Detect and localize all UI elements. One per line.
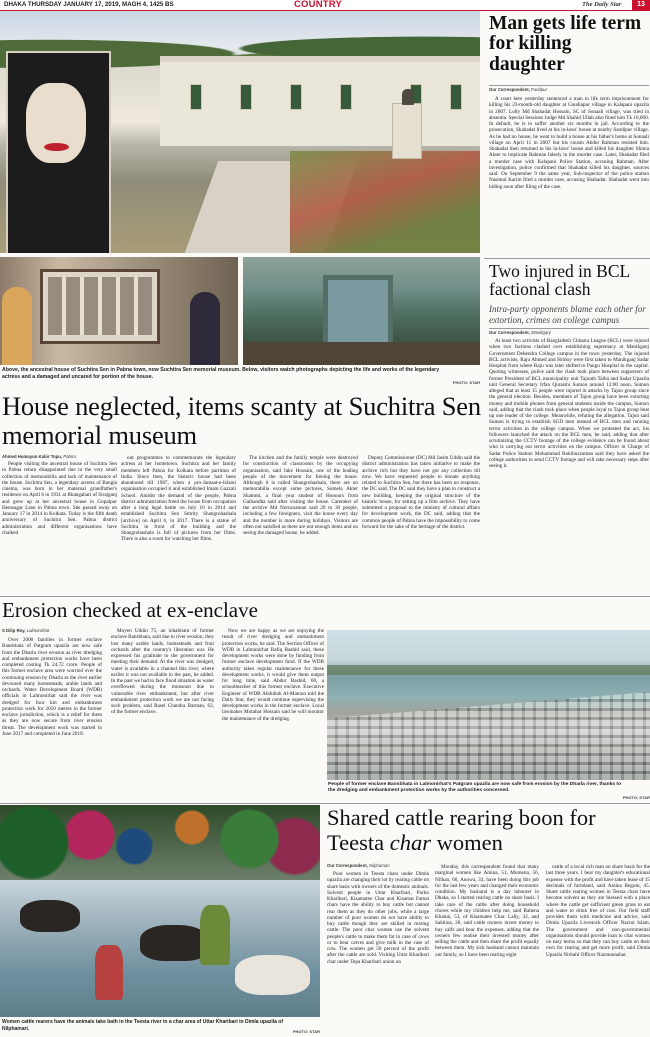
- damaged-room-photo: [243, 257, 480, 365]
- section-title: COUNTRY: [294, 0, 343, 10]
- headline-italic-word: char: [389, 829, 432, 855]
- byline: Ahmed Humayun Kabir Topu, Pabna: [2, 454, 76, 459]
- floor: [243, 342, 480, 365]
- window: [290, 84, 302, 110]
- byline-location: Lalmonirhat: [26, 628, 50, 633]
- article-column-3: [243, 455, 358, 591]
- window: [190, 84, 202, 110]
- article-column-1: [2, 461, 117, 591]
- woman-figure: [95, 945, 123, 1000]
- article-text: Poor women in Teesta chars under Dimla upazila are changing their lot by rearing cattle on share basis with owners of the domestic animals. Solvent people in Uttar Kharibari, Purbo Kharibari, Kisamatee Char and Kisamat Fatnai chars have the ability to buy cattle but cannot rear them as they do other jobs, while a large number of poor women do not have ability to buy cattle though they are skilled in rearing cattle. The poor char women use the solvent people's cattle to make them fat in case of cows or to bear calves and give milk in the case of cow. The women get 50 percent of the profit after the cattle are sold. Visiting Uttar Kharibari char under Tepa Kharibari union on: [327, 871, 429, 965]
- statue-bust: [402, 89, 414, 105]
- article-column-1: [327, 871, 429, 1034]
- byline-location: Pabna: [63, 454, 76, 459]
- byline-author: Ahmed Humayun Kabir Topu: [2, 454, 61, 459]
- photo-caption: Above, the ancestral house of Suchitra Sen in Pabna town, now Suchitra Sen memorial museum. Below, visitors watch photographs depicting the life and works of the legendary actress and a damaged and uncared for portion of the house.: [2, 367, 440, 380]
- doorway: [323, 275, 393, 347]
- headline-part: Shared cattle rearing boon for Teesta: [327, 805, 596, 855]
- dateline: DHAKA THURSDAY JANUARY 17, 2019, MAGH 4, 1425 BS: [4, 1, 174, 8]
- window: [240, 84, 252, 110]
- byline-location: Faridpur: [531, 87, 548, 92]
- article-body: [489, 96, 649, 256]
- concrete-blocks: [327, 692, 650, 780]
- article-text: Over 2000 families in former enclave Bansbhata of Patgram upazila are now safe from the Dharla river erosion as river dredging and embankment protection works have been completed costing Tk 24.72 crore. People of this former enclave area were worried over the continuing erosion by Dharla as the river earlier devoured many homesteads, arable lands and orchards. Water Development Board (WDB) officials in Lalmonirhat said the river was dredged for four km and embankment protection work for 2050 metres in the former enclave jurisdiction, which is a relief for them as they are now secure from river erosion threat. The development work was started in June 2017 and completed in June 2018.: [2, 637, 102, 737]
- statue-pedestal: [392, 103, 422, 159]
- flower-beds: [290, 151, 480, 253]
- article-column-3: [222, 628, 324, 797]
- headline-life-term: Man gets life term for killing daughter: [489, 13, 642, 75]
- museum-house-photo: [0, 11, 480, 253]
- visitors-gallery-photo: [0, 257, 238, 365]
- byline-author: S Dilip Roy: [2, 628, 25, 633]
- byline: Our Correspondent, Nilphamari: [327, 863, 390, 868]
- byline: S Dilip Roy, Lalmonirhat: [2, 628, 50, 633]
- article-text: Now we are happy as we are enjoying the result of river dredging and embankment protection works, he said. The Section Officer of WDB in Lalmonirhat Rafiq Rashid said, these development works were done by funding from former enclave development fund. If the WDB authority takes regular maintenance for these development works, it would give them output for long time, said Abdur Rashid, 60, a schoolteacher of this former enclave. Executive Engineer of WDB Abdullah Al-Mamun told the Daily Star, they would continue supervising the development works in the former enclave. Local lawmaker Motahar Hossain said he will monitor the maintenance of the dredging.: [222, 628, 324, 722]
- article-column-3: [546, 864, 650, 1034]
- article-text: Deputy Commissioner (DC) Md Jasim Uddin said the district administration has taken initiative to make the archive rich but they have not got any collection till now. We have requested people to donate anything related to Suchitra Sen, but there has been no response, the DC said. The DC said they have a plan to construct a new building, keeping the original structure of the historic house, for setting up a film archive. They have submitted a proposal to the ministry of cultural affairs for development work, the DC said, adding that the common people of Pabna have the impossibility to come forward for the sake of the heritage of the district.: [362, 455, 480, 530]
- displayed-pictures: [48, 277, 152, 335]
- visitor-figure: [2, 287, 32, 365]
- page-number: 13: [632, 0, 650, 10]
- photo-caption: People of former enclave Bansbhata in Lalmonirhat's Patgram upazila are now safe from erosion by the Dharla river, thanks to the dredging and embankment protection works by the authorities concerned.: [328, 782, 622, 794]
- article-column-1: [2, 637, 102, 797]
- divider: [0, 596, 650, 597]
- erosion-embankment-photo: [327, 630, 650, 780]
- headline-cattle-rearing: [327, 806, 650, 856]
- article-text: Monday, this correspondent found that many marginal women like Amina, 51, Momena, 56, Nilhan, 60, Anowa, 33, have been doing this job for the last few years and changed their economic condition. My husband is a day labourer in Dhaka, so I started rearing cattle on share basis. I take care of the cattle after doing household chores while my children help me, said Rahena Khatun, 53, of Kisamatee Char. Lally, 32, and Sakhina, 28, said cattle owners invest money to buy calfs and bear the expenses, adding that the owners few realise their invested money after selling the cattle and then share the profit equally between them. My sick husband cannot maintain our family, so I have been rearing eight: [435, 864, 539, 958]
- photo-credit: PHOTO: STAR: [292, 1029, 320, 1034]
- byline: Our Correspondent, Faridpur: [489, 87, 548, 92]
- headline-part: women: [431, 829, 503, 855]
- article-column-2: [121, 455, 236, 591]
- headline-suchitra-museum: House neglected, items scanty at Suchitra Sen memorial museum: [2, 391, 481, 450]
- byline-author: Our Correspondent: [489, 87, 529, 92]
- headline-erosion: Erosion checked at ex-enclave: [2, 598, 258, 622]
- divider: [489, 85, 649, 86]
- article-body: [489, 338, 649, 613]
- newspaper-logo: The Daily Star: [582, 1, 622, 8]
- byline-location: Manikganj: [531, 330, 551, 335]
- riverbank-trees: [327, 665, 650, 675]
- crowd-on-bank: [0, 805, 320, 880]
- article-text: Moyen Uddin 75, an inhabitant of former enclave Bansbhata, said due to river erosion, they lost many arable lands, homesteads and fruit orchards after the country's liberation war. He expressed his gratitude to the government for meeting their demand. At the river was dredged, water is available in a channel this river, where earlier it was not available in the past, he added. In the past we had to face flood situation as water overflowed during the monsoon due to vulnerable river embankment, but after river embankment protection work we are not facing such problem, said Rasel Chandra Barman, 62, of the former enclave.: [111, 628, 214, 716]
- subheadline: Intra-party opponents blame each other for extortion, crimes on college campus: [489, 304, 646, 325]
- portrait-face: [26, 83, 86, 163]
- cow: [20, 900, 80, 932]
- portrait-mural: [6, 51, 111, 253]
- article-text: A court here yesterday sentenced a man to life term imprisonment for killing his 23-month-old daughter at Gaudiapur village in Kalapani upazila in 2007. Lolly Md Shahadat Hossain, SC of Sonaali village, was tried in absentia. Special Sessions Judge Md Shahid Ullah also fined him Tk 10,000. In default, he is to suffer another six months in jail. According to the prosecution, Shahadat lived at his in-laws' house at nearby Sandipur village. As he had no house, he went to build a house at his father's home at Sonaali village on April 11 in 2007 but his cousin Abdur Rahman resisted him. Shahadat then returned to his in-laws' house and killed his daughter Shima Akter to implicate Rahman falsely in the murder case. Later, Shahadat filed a murder case with Kalapani Police Station, accusing Rahman. After investigation, police confirmed that Shahadat killed his daughter, sources said. On September 9 the same year, Sub-inspector of the police station Nasimul Karim filed a murder case, accusing Shahadat. Shahadat went into hiding soon after filing of the case.: [489, 96, 649, 190]
- article-text: At least two activists of Bangladesh Chhatra League (BCL) were injured when two factions clashed over establishing supremacy at Manikganj Government Debendra College campus in the town yesterday. The injured BCL activists, Raju Ahmed and Hridoy were first taken to Manikganj Sadar Hospital from where Raju was later shifted to Pangu Hospital in the capital. Quoting witnesses, police said the clash took place between supporters of former President of BCL municipality unit Tajonth Talha and Sadar Upazila unit General Secretary Irfan Quraishi Sumon around 12:00 noon. Sumon alleged that at least 15 people were injured in attacks by Tajon group since the general election. Besides, members of Tajon group have been extorting money and mobile phones from general students inside the campus, Sumon said, adding that the clash took place when people loyal to Tajon group beat up one leader of the college. Meanwhile, refuting the allegation, Tajon said Sumon is trying to establish SGD men instead of BCL men and running terror activities in the college campus. When we protested the act, his followers launched the attack on the BCL men, he said, adding that after scrutinizing the CCTV footage of the college evidence can be found about who is carrying out terror activities on the campus. Officer in Charge of Sadar Police Station Mohammad Rokibuzzaman said they have asked the college authorities to send CCTV footage and will take necessary steps after seeing it.: [489, 338, 649, 469]
- window: [450, 84, 462, 110]
- visitor-figure: [190, 292, 220, 365]
- article-column-2: [111, 628, 214, 797]
- article-text: out programmes to commemorate the legendary actress at her hometown. Suchitra and her family members left Pabna for Kolkata before partition of India. Since then, the historic house had been abandoned till 1987, when a pro-Jamaat-e-Islami organisation occupied it and established Imam Gazzali School. Amidst the demand of the people, Pabna district administration freed the house from occupation after a long legal battle on July 16 in 2014 and established Suchitra Sen Smrity Shangrohashala [archive] on April 6, in 2017. There is a statue of Suchitra in front of the building and the Shangrohashala is full of pictures from her films. There is also a room for watching her films.: [121, 455, 236, 543]
- article-text: The kitchen and the family temple were destroyed for construction of classrooms by the occupying organisation, said Jake Hossain, one of the leading people of the movement for freeing the house. Although it is called Shangrohashala, there are no memorabilia except some pictures, Sumela Akter Shammi, a final year student of Honours from Gaibandha said after visiting the house. Caretaker of the archive Md Noruzzaman said 20 to 30 people, including a few foreigners, visit the house every day and the number is more during holidays. Visitors are often not satisfied as there are not enough items and on seeing the damaged house, he added.: [243, 455, 358, 536]
- photo-caption: Women cattle rearers have the animals take bath in the Teesta river in a char area of Uttar Kharibari in Dimla upazila of Nilphamari.: [2, 1019, 284, 1032]
- divider: [489, 328, 649, 329]
- cattle-river-photo: [0, 805, 320, 1017]
- woman-figure: [200, 905, 230, 965]
- byline-author: Our Correspondent: [489, 330, 529, 335]
- article-text: People visiting the ancestral house of Suchitra Sen in Pabna return disappointed due to the very small collection of memorabilia and lack of maintenance of the house. Suchitra Sen, a legendary actress of Bangla cinema, was born in her maternal grandfather's residence on April 6 in 1931 at Bhangabari of Sirajganj and grew up at her ancestral house in Gopalpur Hemsagar Lane in Pabna town. She passed away on January 17 in 2014 in Kolkata. Today is the fifth death anniversary of Suchitra Sen. Pabna district administration and different organisations have chalked: [2, 461, 117, 536]
- page-header: [0, 0, 650, 10]
- headline-bcl-clash: Two injured in BCL factional clash: [489, 261, 630, 300]
- photo-credit: PHOTO: STAR: [622, 795, 650, 800]
- byline: Our Correspondent, Manikganj: [489, 330, 551, 335]
- divider: [0, 803, 650, 804]
- byline-location: Nilphamari: [369, 863, 390, 868]
- photo-credit: PHOTO: STAR: [452, 380, 480, 385]
- house-facade: [160, 56, 480, 146]
- article-column-2: [435, 864, 539, 1034]
- divider: [484, 258, 650, 259]
- window: [340, 84, 352, 110]
- article-column-4: [362, 455, 480, 591]
- cow: [235, 955, 310, 995]
- portrait-lips: [44, 143, 69, 151]
- article-text: cattle of a local rich man on share basis for the last three years. I bear my daughter's educational expense with the profit and have taken lease of 15 decimals of farmland, said Amina Begum, 45. Share cattle rearing women in Teesta chars have become solvent as they are blessed with a place where the cattle get sufficient green grass to eat and water to drink free of cost. Our field staff provides them with medicine and advice, said Dimla Upazila Livestock Officer Nazrul Islam. The government and non-governmental organisations should provide loan to char women on easy terms so that they can buy cattle on their own for rearing and get more profit, said Dimla Upazila Nirbahi Officer Nazmunnahar.: [546, 864, 650, 958]
- byline-author: Our Correspondent: [327, 863, 367, 868]
